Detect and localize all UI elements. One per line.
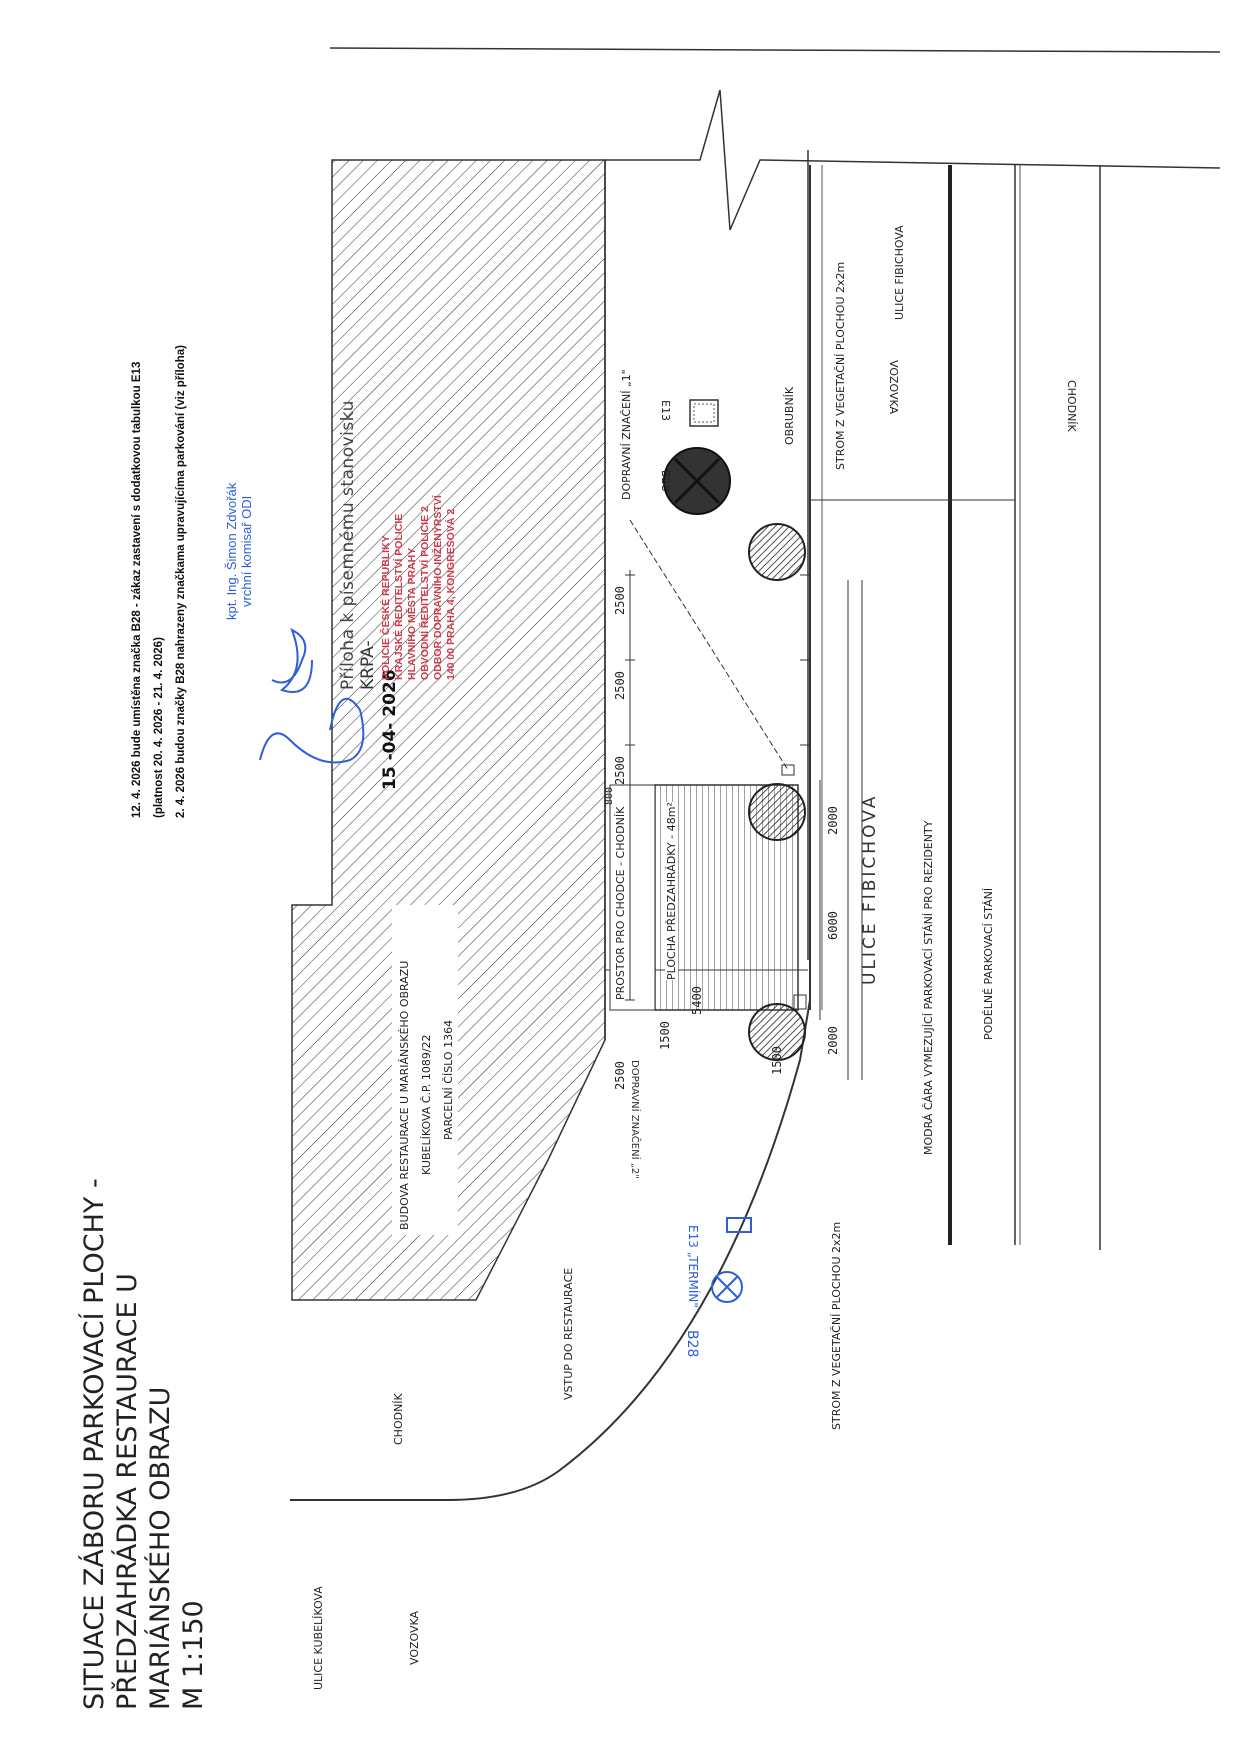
signer-block xyxy=(224,483,254,620)
police-line-1: POLICIE ČESKÉ REPUBLIKY xyxy=(380,535,392,680)
note-2: (platnost 20. 4. 2026 - 21. 4. 2026) xyxy=(153,637,165,818)
dim-2500-b: 2500 xyxy=(613,671,627,700)
dim-1500-b: 1500 xyxy=(770,1046,784,1075)
dim-2500-d: 2500 xyxy=(613,1061,627,1090)
label-prostor-chodce: PROSTOR PRO CHODCE - CHODNÍK xyxy=(614,806,627,1000)
stamp-line-1: Příloha k písemnému stanovisku xyxy=(338,400,358,690)
stamp-line-2: KRPA- xyxy=(358,640,378,690)
signer-role: vrchní komisař ODI xyxy=(239,495,254,607)
note-1: 12. 4. 2026 bude umístěna značka B28 - zákaz zastavení s dodatkovou tabulkou E13 xyxy=(131,361,143,818)
tree-2 xyxy=(749,784,805,840)
police-line-3: HLAVNÍHO MĚSTA PRAHY xyxy=(406,547,418,680)
police-stamp xyxy=(380,495,458,680)
label-e13-hand: E13 „TERMÍN" xyxy=(686,1225,700,1308)
dim-2000-a: 2000 xyxy=(826,806,840,835)
label-b28: B28 xyxy=(659,470,672,492)
label-e13: E13 xyxy=(659,400,672,421)
label-podelne: PODÉLNÉ PARKOVACÍ STÁNÍ xyxy=(982,887,995,1040)
police-line-6: 140 00 PRAHA 4, KONGRESOVÁ 2 xyxy=(445,508,457,680)
title-line-3: MARIÁNSKÉHO OBRAZU xyxy=(145,1386,176,1710)
label-strom-top: STROM Z VEGETAČNÍ PLOCHOU 2x2m xyxy=(834,261,847,470)
police-line-5: ODBOR DOPRAVNÍHO INŽENÝRSTVÍ xyxy=(432,495,444,680)
dim-2500-a: 2500 xyxy=(613,586,627,615)
approval-stamp xyxy=(338,400,378,690)
stamp-date: 15 -04- 2026 xyxy=(380,669,400,790)
label-dopravni-hand: DOPRAVNÍ ZNAČENÍ „2" xyxy=(629,1060,640,1179)
label-dopravni-znaceni: DOPRAVNÍ ZNAČENÍ „1" xyxy=(620,369,633,500)
dim-800: 800 xyxy=(604,786,615,805)
label-budova-3: PARCELNÍ ČÍSLO 1364 xyxy=(442,1019,455,1140)
label-b28-hand: B28 xyxy=(684,1330,700,1358)
dim-2000-b: 2000 xyxy=(826,1026,840,1055)
title-line-1: SITUACE ZÁBORU PARKOVACÍ PLOCHY - xyxy=(79,1178,110,1710)
dim-1500-a: 1500 xyxy=(658,1021,672,1050)
note-3: 2. 4. 2026 budou značky B28 nahrazeny značkama upravujícíma parkování (viz příloha) xyxy=(175,345,187,818)
label-obrubnik: OBRUBNÍK xyxy=(783,386,796,445)
label-budova-2: KUBELÍKOVA Č.P. 1089/22 xyxy=(420,1034,433,1175)
e13-plate-inner xyxy=(694,404,714,422)
dim-2500-c: 2500 xyxy=(613,756,627,785)
label-modra-cara: MODRÁ ČÁRA VYMEZUJÍCÍ PARKOVACÍ STÁNÍ PRO REZIDENTY xyxy=(922,820,935,1155)
label-ulice-fibichova-hand: ULICE FIBICHOVA xyxy=(860,793,880,985)
label-chodnik-left: CHODNÍK xyxy=(392,1393,405,1445)
label-budova-1: BUDOVA RESTAURACE U MARIÁNSKÉHO OBRAZU xyxy=(398,960,411,1230)
label-plocha: PLOCHA PŘEDZAHRÁDKY - 48m² xyxy=(665,802,678,980)
label-vstup: VSTUP DO RESTAURACE xyxy=(562,1267,575,1400)
label-ulice-kubelikova: ULICE KUBELÍKOVA xyxy=(312,1586,325,1690)
dim-6000: 6000 xyxy=(826,911,840,940)
title-line-2: PŘEDZAHRÁDKA RESTAURACE U xyxy=(112,1273,143,1710)
title-scale: M 1:150 xyxy=(178,1600,209,1710)
label-vozovka-left: VOZOVKA xyxy=(408,1610,421,1665)
police-line-2: KRAJSKÉ ŘEDITELSTVÍ POLICIE xyxy=(393,513,405,680)
notes-block xyxy=(126,345,192,818)
label-ulice-fibichova: ULICE FIBICHOVA xyxy=(893,225,906,320)
top-border-line xyxy=(330,48,1220,52)
break-line xyxy=(605,90,1220,230)
tree-3 xyxy=(749,524,805,580)
dim-5400: 5400 xyxy=(690,986,704,1015)
police-line-4: OBVODNÍ ŘEDITELSTVÍ POLICIE 2 xyxy=(419,506,431,680)
label-strom-bottom: STROM Z VEGETAČNÍ PLOCHOU 2x2m xyxy=(830,1221,843,1430)
label-chodnik-right: CHODNÍK xyxy=(1065,380,1078,432)
label-vozovka-right: VOZOVKA xyxy=(887,360,900,415)
title-block xyxy=(78,1030,210,1710)
signer-name: kpt. Ing. Šimon Zdvořák xyxy=(224,482,239,620)
